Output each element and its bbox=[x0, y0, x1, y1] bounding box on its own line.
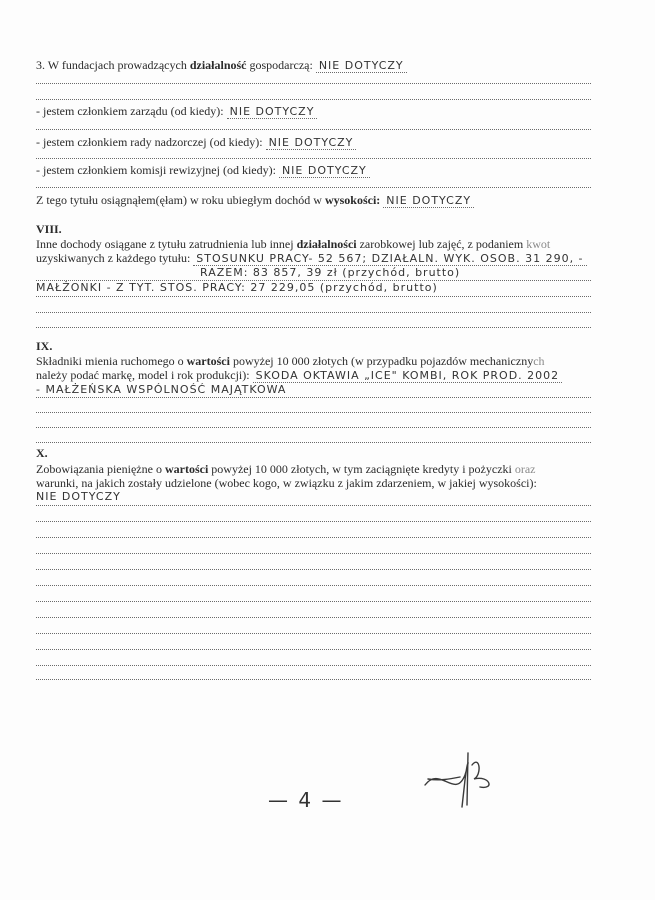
dochod-bold: wysokości: bbox=[324, 193, 381, 207]
handwritten-answer: RAZEM: 83 857, 39 zł (przychód, brutto) bbox=[200, 266, 461, 279]
sec3-komisja bbox=[36, 163, 591, 178]
dotted-line bbox=[36, 426, 591, 428]
sec8-text: Inne dochody osiągane z tytułu zatrudnienia lub innej bbox=[36, 237, 297, 251]
sec3-line1 bbox=[36, 58, 591, 73]
sec3-bold: działalność bbox=[189, 58, 247, 72]
dotted-line bbox=[36, 632, 591, 634]
page-number: — 4 — bbox=[268, 788, 344, 812]
dotted-line bbox=[36, 648, 591, 650]
section-heading-x: X. bbox=[36, 446, 48, 460]
dotted-line bbox=[36, 98, 591, 100]
dotted-line bbox=[36, 678, 591, 680]
zarzad-label: - jestem członkiem zarządu (od kiedy): bbox=[36, 104, 224, 118]
dotted-line bbox=[36, 82, 591, 84]
sec8-bold: działalności bbox=[296, 237, 357, 251]
dotted-line bbox=[36, 568, 591, 570]
dotted-line bbox=[36, 411, 591, 413]
dotted-line bbox=[36, 600, 591, 602]
dotted-line bbox=[36, 157, 591, 159]
dotted-line bbox=[36, 664, 591, 666]
sec8-faded: kwot bbox=[526, 237, 551, 251]
dotted-line bbox=[36, 311, 591, 313]
komisja-label: - jestem członkiem komisji rewizyjnej (od kiedy): bbox=[36, 163, 276, 177]
dotted-line bbox=[36, 128, 591, 130]
handwritten-answer: STOSUNKU PRACY- 52 567; DZIAŁALN. WYK. OSOB. 31 290, - bbox=[193, 252, 586, 266]
dotted-line bbox=[36, 584, 591, 586]
dotted-line bbox=[36, 504, 591, 506]
sec10-text2: warunki, na jakich zostały udzielone (wobec kogo, w związku z jakim zdarzeniem, w jakiej wysokości): bbox=[36, 476, 537, 490]
dotted-line bbox=[36, 536, 591, 538]
handwritten-answer: NIE DOTYCZY bbox=[266, 136, 357, 150]
handwritten-answer: NIE DOTYCZY bbox=[227, 105, 318, 119]
sec8-line1 bbox=[36, 237, 591, 251]
dotted-line bbox=[36, 326, 591, 328]
sec3-label: 3. W fundacjach prowadzących bbox=[36, 58, 190, 72]
sec3-rada bbox=[36, 135, 591, 150]
dochod-label: Z tego tytułu osiągnąłem(ęłam) w roku ubiegłym dochód w bbox=[36, 193, 325, 207]
handwritten-answer: - MAŁŻEŃSKA WSPÓLNOŚĆ MAJĄTKOWA bbox=[36, 383, 287, 396]
sec10-line2 bbox=[36, 476, 591, 490]
sec10-text-rest: powyżej 10 000 złotych, w tym zaciągnięte kredyty i pożyczki bbox=[208, 462, 515, 476]
sec9-line1 bbox=[36, 354, 591, 368]
section-heading-viii: VIII. bbox=[36, 222, 62, 236]
dotted-line bbox=[36, 520, 591, 522]
handwritten-answer: NIE DOTYCZY bbox=[279, 164, 370, 178]
handwritten-answer: NIE DOTYCZY bbox=[316, 59, 407, 73]
sec10-line1 bbox=[36, 462, 591, 476]
sec8-text2: uzyskiwanych z każdego tytułu: bbox=[36, 251, 191, 265]
section-heading-ix: IX. bbox=[36, 339, 53, 353]
sec3-label-rest: gospodarczą: bbox=[246, 58, 313, 72]
sec9-text2: należy podać markę, model i rok produkcji): bbox=[36, 368, 250, 382]
sec9-text: Składniki mienia ruchomego o bbox=[36, 354, 187, 368]
sec10-bold: wartości bbox=[164, 462, 209, 476]
handwritten-answer: NIE DOTYCZY bbox=[383, 194, 474, 208]
sec10-faded: oraz bbox=[514, 462, 536, 476]
handwritten-answer: NIE DOTYCZY bbox=[36, 490, 121, 503]
sec10-text: Zobowiązania pieniężne o bbox=[36, 462, 165, 476]
dotted-line bbox=[36, 552, 591, 554]
sec8-line2 bbox=[36, 251, 591, 266]
dotted-line bbox=[36, 186, 591, 188]
sec9-line2 bbox=[36, 368, 591, 383]
dotted-line bbox=[36, 441, 591, 443]
dotted-line bbox=[36, 295, 591, 297]
sec9-text-rest: powyżej 10 000 złotych (w przypadku pojazdów mechaniczny bbox=[229, 354, 534, 368]
signature bbox=[420, 745, 510, 815]
dotted-line bbox=[36, 396, 591, 398]
sec3-zarzad bbox=[36, 104, 591, 119]
handwritten-answer: MAŁŻONKI - Z TYT. STOS. PRACY: 27 229,05 (przychód, brutto) bbox=[36, 281, 438, 294]
sec9-faded: ch bbox=[533, 354, 545, 368]
rada-label: - jestem członkiem rady nadzorczej (od kiedy): bbox=[36, 135, 263, 149]
sec9-bold: wartości bbox=[186, 354, 230, 368]
dotted-line bbox=[36, 616, 591, 618]
handwritten-answer: SKODA OKTAWIA „ICE" KOMBI, ROK PROD. 2002 bbox=[253, 369, 563, 383]
sec3-dochod bbox=[36, 193, 591, 208]
sec8-text-rest: zarobkowej lub zajęć, z podaniem bbox=[356, 237, 527, 251]
